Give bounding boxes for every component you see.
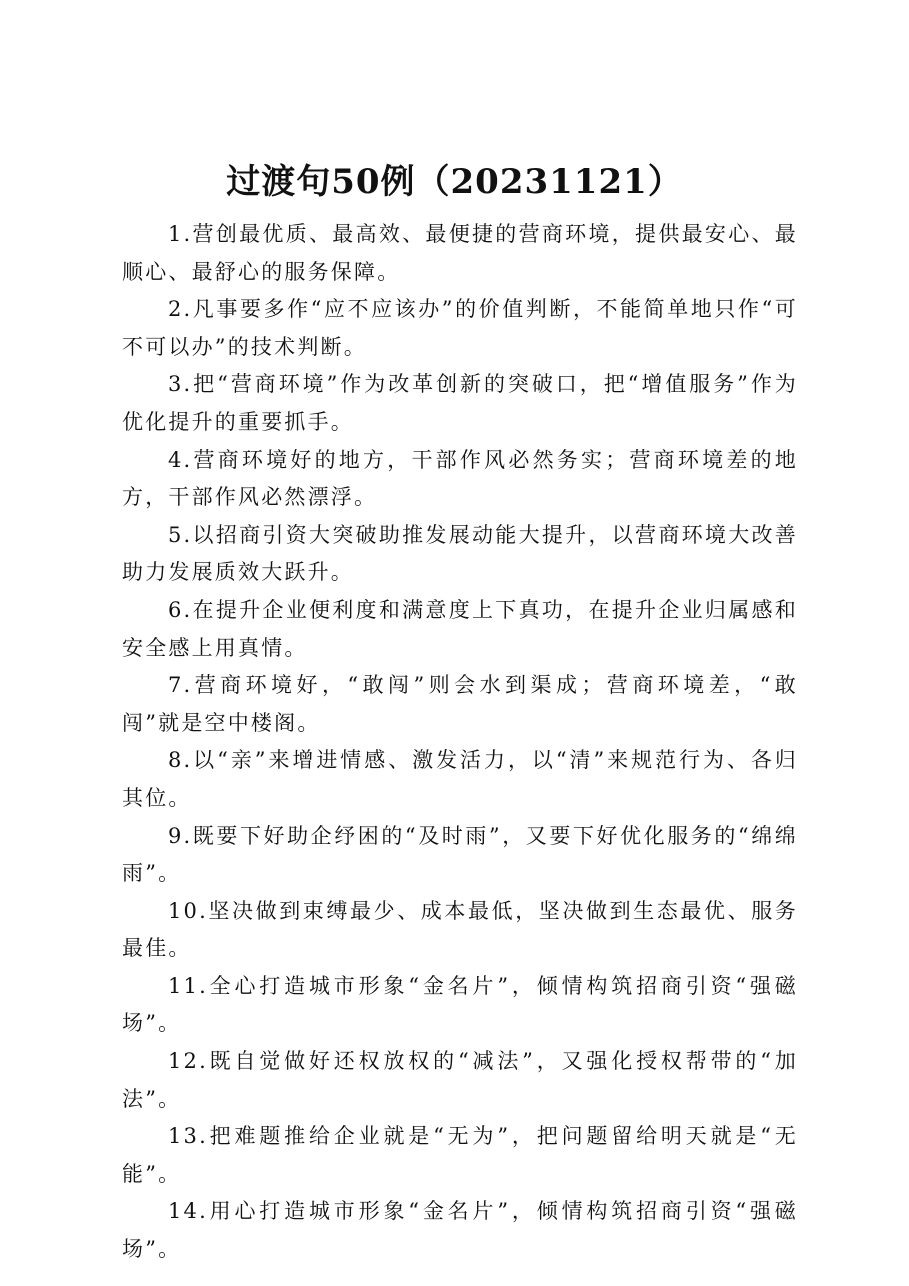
document-body	[122, 216, 798, 1269]
paragraph-10: 10.坚决做到束缚最少、成本最低，坚决做到生态最优、服务最佳。	[122, 898, 798, 961]
paragraph-8: 8.以“亲”来增进情感、激发活力，以“清”来规范行为、各归其位。	[122, 748, 798, 810]
paragraph-2: 2.凡事要多作“应不应该办”的价值判断，不能简单地只作“可不可以办”的技术判断。	[122, 297, 798, 359]
paragraph-6: 6.在提升企业便利度和满意度上下真功，在提升企业归属感和安全感上用真情。	[122, 597, 798, 660]
paragraph-13: 13.把难题推给企业就是“无为”，把问题留给明天就是“无能”。	[122, 1124, 798, 1186]
paragraph-14: 14.用心打造城市形象“金名片”，倾情构筑招商引资“强磁场”。	[122, 1199, 798, 1262]
paragraph-1: 1.营创最优质、最高效、最便捷的营商环境，提供最安心、最顺心、最舒心的服务保障。	[122, 222, 798, 284]
paragraph-5: 5.以招商引资大突破助推发展动能大提升，以营商环境大改善助力发展质效大跃升。	[122, 522, 798, 585]
paragraph-4: 4.营商环境好的地方，干部作风必然务实；营商环境差的地方，干部作风必然漂浮。	[122, 447, 798, 510]
paragraph-12: 12.既自觉做好还权放权的“减法”，又强化授权帮带的“加法”。	[122, 1049, 798, 1111]
paragraph-7: 7.营商环境好，“敢闯”则会水到渠成；营商环境差，“敢闯”就是空中楼阁。	[122, 673, 798, 735]
paragraph-11: 11.全心打造城市形象“金名片”，倾情构筑招商引资“强磁场”。	[122, 973, 798, 1036]
paragraph-9: 9.既要下好助企纾困的“及时雨”，又要下好优化服务的“绵绵雨”。	[122, 823, 798, 886]
paragraph-3: 3.把“营商环境”作为改革创新的突破口，把“增值服务”作为优化提升的重要抓手。	[122, 372, 798, 434]
document-title: 过渡句50例（20231121）	[226, 162, 683, 202]
